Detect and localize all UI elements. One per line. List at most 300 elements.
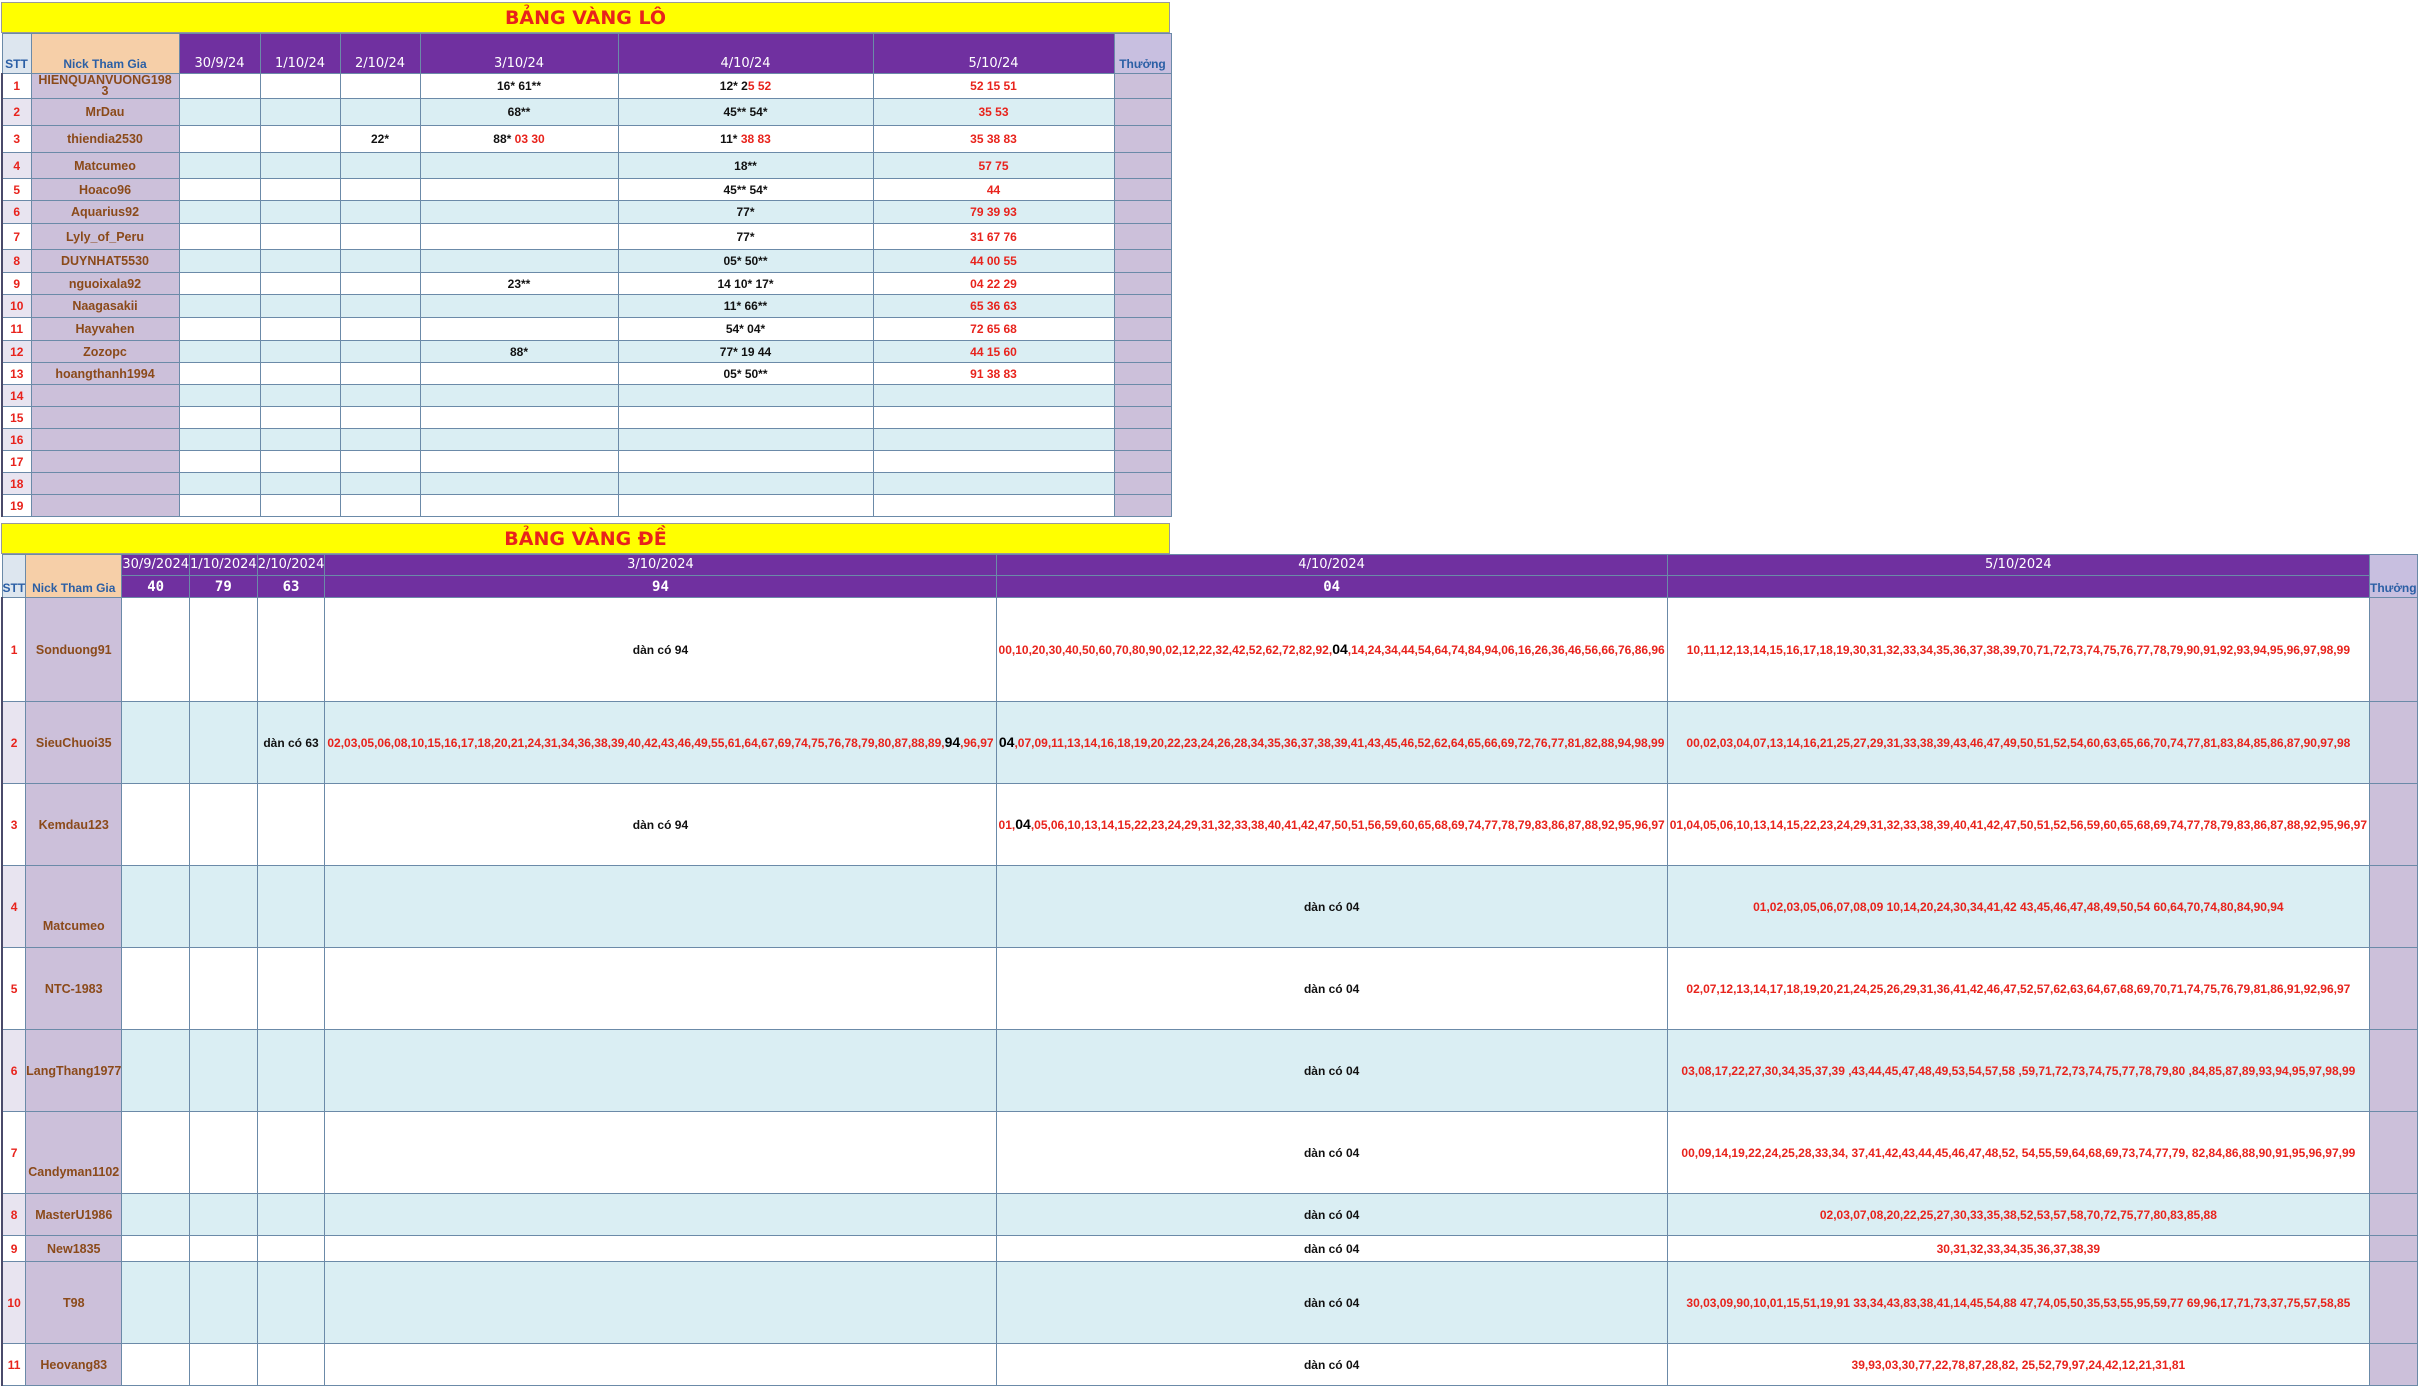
de-result: 40 [122,576,190,598]
lo-header-date: 30/9/24 [179,34,260,74]
de-cell [257,866,325,948]
lo-cell [420,451,618,473]
lo-pick-black: 05* 50** [723,254,768,268]
row-reward [1114,318,1171,341]
table-row [2,179,1171,201]
de-cell: 02,03,07,08,20,22,25,27,30,33,35,38,52,53,57,58,70,72,75,77,80,83,85,88 [1667,1194,2369,1236]
row-stt: 7 [2,224,31,250]
lo-cell [340,224,420,250]
row-stt: 9 [2,1236,26,1262]
de-cell [122,1194,190,1236]
de-cell: 02,07,12,13,14,17,18,19,20,21,24,25,26,29,31,36,41,42,46,47,52,57,62,63,64,67,68,69,70,71,74,75,76,79,81,86,91,92,96,97 [1667,948,2369,1030]
row-reward [1114,250,1171,273]
de-cell [190,1344,258,1386]
table-row [2,153,1171,179]
lo-cell: 91 38 83 [873,363,1114,385]
row-stt: 14 [2,385,31,407]
row-reward [2370,1112,2418,1194]
row-nick: Zozopc [31,341,179,363]
de-cell [257,598,325,702]
row-reward [2370,1262,2418,1344]
table-row [2,1194,2417,1236]
lo-cell [340,201,420,224]
lo-cell [340,318,420,341]
lo-cell: 35 38 83 [873,126,1114,153]
de-cell [190,1262,258,1344]
lo-cell [618,495,873,517]
row-stt: 15 [2,407,31,429]
row-nick: nguoixala92 [31,273,179,295]
row-reward [1114,224,1171,250]
row-stt: 18 [2,473,31,495]
row-nick: Heovang83 [26,1344,122,1386]
de-cell: dàn có 63 [257,702,325,784]
table-row [2,224,1171,250]
de-cell [996,702,1667,784]
row-stt: 17 [2,451,31,473]
lo-title-banner: BẢNG VÀNG LÔ [1,2,1170,33]
de-header-date: 4/10/2024 [996,555,1667,576]
table-row [2,1262,2417,1344]
lo-cell: 31 67 76 [873,224,1114,250]
lo-cell [260,250,340,273]
row-stt: 2 [2,702,26,784]
lo-cell [420,179,618,201]
de-hit-number: 04 [1332,641,1348,657]
lo-pick-black: 18** [734,158,757,173]
de-result-row [2,576,2417,598]
lo-cell [340,429,420,451]
table-row [2,702,2417,784]
table-row [2,407,1171,429]
table-row [2,598,2417,702]
table-row [2,99,1171,126]
row-nick [31,429,179,451]
lo-cell [618,295,873,318]
row-stt: 8 [2,250,31,273]
de-cell [325,1112,996,1194]
lo-cell [420,224,618,250]
de-cell [190,702,258,784]
table-row [2,341,1171,363]
lo-cell: 72 65 68 [873,318,1114,341]
de-cell: 39,93,03,30,77,22,78,87,28,82, 25,52,79,97,24,42,12,21,31,81 [1667,1344,2369,1386]
row-stt: 10 [2,295,31,318]
de-cell [325,1262,996,1344]
lo-cell [420,473,618,495]
row-nick: T98 [26,1262,122,1344]
lo-header-stt: STT [2,34,31,74]
lo-cell [340,363,420,385]
row-reward [2370,1344,2418,1386]
lo-cell [873,407,1114,429]
row-reward [1114,429,1171,451]
row-reward [1114,126,1171,153]
lo-cell [179,429,260,451]
lo-cell [179,126,260,153]
table-row [2,495,1171,517]
lo-cell [260,273,340,295]
table-row [2,250,1171,273]
lo-cell: 44 [873,179,1114,201]
nick-text: HIENQUANVUONG198 [38,73,172,87]
row-reward [1114,179,1171,201]
lo-header-reward: Thưởng [1114,34,1171,74]
de-cell [257,1262,325,1344]
table-row [2,385,1171,407]
lo-cell [420,201,618,224]
lo-cell [179,224,260,250]
row-reward [2370,598,2418,702]
de-cell [190,598,258,702]
row-stt: 1 [2,598,26,702]
row-stt: 10 [2,1262,26,1344]
lo-cell [340,99,420,126]
table-row [2,295,1171,318]
row-stt: 2 [2,99,31,126]
row-stt: 1 [2,74,31,99]
table-row [2,429,1171,451]
de-cell [257,1194,325,1236]
de-cell [325,702,996,784]
lo-cell [420,153,618,179]
table-row [2,1030,2417,1112]
lo-header-date: 3/10/24 [420,34,618,74]
row-reward [1114,495,1171,517]
row-stt: 9 [2,273,31,295]
lo-cell [420,385,618,407]
lo-cell [420,126,618,153]
de-cell [325,1030,996,1112]
row-stt: 12 [2,341,31,363]
de-cell [122,1112,190,1194]
lo-cell: 88* [420,341,618,363]
row-nick: Matcumeo [31,153,179,179]
row-stt: 19 [2,495,31,517]
lo-cell [873,429,1114,451]
lo-header-date: 5/10/24 [873,34,1114,74]
de-result: 79 [190,576,258,598]
lo-header-date: 1/10/24 [260,34,340,74]
row-reward [1114,407,1171,429]
lo-cell [340,473,420,495]
row-reward [1114,74,1171,99]
lo-cell: 23** [420,273,618,295]
lo-cell [618,126,873,153]
de-header-row [2,555,2417,576]
row-stt: 8 [2,1194,26,1236]
lo-cell [420,318,618,341]
row-nick: hoangthanh1994 [31,363,179,385]
lo-cell [179,250,260,273]
de-cell: dàn có 04 [996,948,1667,1030]
lo-cell [618,429,873,451]
lo-cell [340,179,420,201]
row-stt: 7 [2,1112,26,1194]
de-cell [190,1112,258,1194]
de-cell [257,1030,325,1112]
row-reward [1114,341,1171,363]
lo-cell: 22* [340,126,420,153]
de-result: 63 [257,576,325,598]
lo-header-row [2,34,1171,74]
lo-pick-black: 77* [736,229,755,244]
table-row [2,1344,2417,1386]
row-nick: Matcumeo [26,866,122,948]
table-row [2,126,1171,153]
de-cell [325,866,996,948]
de-result [1667,576,2369,598]
row-nick: MasterU1986 [26,1194,122,1236]
de-hit-number: 04 [998,734,1015,750]
row-nick: Hoaco96 [31,179,179,201]
row-stt: 3 [2,126,31,153]
de-cell [257,784,325,866]
lo-pick-black: 14 10* 17* [717,276,774,291]
de-title-banner: BẢNG VÀNG ĐỀ [1,523,1170,554]
lo-cell: 68** [420,99,618,126]
row-nick [31,407,179,429]
lo-cell [179,99,260,126]
row-nick: Naagasakii [31,295,179,318]
row-reward [1114,201,1171,224]
row-stt: 4 [2,866,26,948]
lo-cell [618,451,873,473]
de-cell [257,1236,325,1262]
de-cell [325,1344,996,1386]
table-row [2,1236,2417,1262]
lo-cell [179,201,260,224]
de-cell [122,784,190,866]
row-nick: Aquarius92 [31,201,179,224]
de-header-date: 5/10/2024 [1667,555,2369,576]
lo-cell [618,473,873,495]
de-cell [996,598,1667,702]
lo-cell [340,153,420,179]
lo-cell [260,295,340,318]
lo-table [1,33,1172,517]
lo-cell [420,295,618,318]
lo-cell [618,201,873,224]
table-row [2,318,1171,341]
row-reward [2370,1030,2418,1112]
de-header-date: 30/9/2024 [122,555,190,576]
de-header-date: 1/10/2024 [190,555,258,576]
de-cell [257,948,325,1030]
table-row [2,201,1171,224]
table-row [2,473,1171,495]
lo-cell [179,273,260,295]
lo-cell [179,363,260,385]
row-reward [2370,1194,2418,1236]
de-numbers: 00,10,20,30,40,50,60,70,80,90,02,12,22,32,42,52,62,72,82,92, [998,643,1333,657]
row-stt: 13 [2,363,31,385]
nick-overflow-text: 3 [101,84,109,98]
de-cell [190,1030,258,1112]
lo-header-nick: Nick Tham Gia [31,34,179,74]
lo-cell [420,407,618,429]
row-reward [2370,784,2418,866]
row-reward [2370,866,2418,948]
lo-cell: 57 75 [873,153,1114,179]
lo-cell [618,250,873,273]
lo-cell [179,385,260,407]
lo-pick-black: 45** 54* [723,182,768,197]
row-nick: New1835 [26,1236,122,1262]
row-reward [2370,948,2418,1030]
de-cell: 00,09,14,19,22,24,25,28,33,34, 37,41,42,43,44,45,46,47,48,52, 54,55,59,64,68,69,73,74,77,79, 82,84,86,88,90,91,95,96,97,99 [1667,1112,2369,1194]
row-reward [1114,295,1171,318]
lo-cell [260,473,340,495]
de-numbers: ,96,97 [960,736,994,750]
row-stt: 5 [2,179,31,201]
lo-cell [340,407,420,429]
lo-cell [340,341,420,363]
lo-cell [340,385,420,407]
lo-cell [260,385,340,407]
lo-cell: 16* 61** [420,74,618,99]
lo-pick-black: 11* [720,132,738,146]
lo-cell [179,74,260,99]
row-nick: Hayvahen [31,318,179,341]
lo-cell [873,385,1114,407]
de-numbers: 02,03,05,06,08,10,15,16,17,18,20,21,24,31,34,36,38,39,40,42,43,46,49,55,61,64,67,69,74,75,76,78,79,80,87,88,89, [327,736,945,750]
lo-cell [618,74,873,99]
de-cell [122,598,190,702]
lo-cell [260,179,340,201]
de-cell: dàn có 04 [996,1112,1667,1194]
de-cell [325,1194,996,1236]
lo-cell [260,495,340,517]
lo-cell: 04 22 29 [873,273,1114,295]
lo-cell: 79 39 93 [873,201,1114,224]
row-stt: 5 [2,948,26,1030]
de-header-nick: Nick Tham Gia [26,555,122,598]
row-nick: LangThang1977 [26,1030,122,1112]
lo-cell: 35 53 [873,99,1114,126]
lo-cell [260,153,340,179]
lo-cell [260,407,340,429]
row-stt: 3 [2,784,26,866]
lo-cell [260,318,340,341]
row-nick: Kemdau123 [26,784,122,866]
table-row [2,784,2417,866]
table-row [2,451,1171,473]
lo-cell [179,179,260,201]
de-cell [122,702,190,784]
de-cell [122,1262,190,1344]
lo-cell [179,473,260,495]
lo-cell [260,126,340,153]
lo-cell [179,153,260,179]
de-cell [190,1236,258,1262]
de-cell: 01,04,05,06,10,13,14,15,22,23,24,29,31,32,33,38,39,40,41,42,47,50,51,52,56,59,60,65,68,69,74,77,78,79,83,86,87,88,92,95,96,97 [1667,784,2369,866]
lo-cell [420,250,618,273]
lo-cell [179,451,260,473]
de-cell: 30,31,32,33,34,35,36,37,38,39 [1667,1236,2369,1262]
de-cell [257,1112,325,1194]
de-cell [257,1344,325,1386]
lo-cell: 44 15 60 [873,341,1114,363]
lo-cell [340,250,420,273]
lo-pick-black: 54* 04* [725,322,766,336]
row-reward [1114,363,1171,385]
lo-cell [340,495,420,517]
row-reward [1114,153,1171,179]
row-reward [1114,473,1171,495]
lo-cell: 44 00 55 [873,250,1114,273]
de-cell [325,1236,996,1262]
lo-cell [618,153,873,179]
de-table [1,554,2418,1386]
lo-pick-black: 05* 50** [723,366,768,381]
lo-cell [260,99,340,126]
de-cell: 00,02,03,04,07,13,14,16,21,25,27,29,31,33,38,39,43,46,47,49,50,51,52,54,60,63,65,66,70,74,77,81,83,84,85,86,87,90,97,98 [1667,702,2369,784]
lo-cell [618,318,873,341]
row-nick [31,451,179,473]
de-cell [122,1344,190,1386]
de-cell [122,1030,190,1112]
de-hit-number: 04 [1015,816,1031,832]
de-cell [122,866,190,948]
de-cell: dàn có 94 [325,598,996,702]
lo-cell [260,429,340,451]
de-header-date: 2/10/2024 [257,555,325,576]
de-numbers: ,07,09,11,13,14,16,18,19,20,22,23,24,26,28,34,35,36,37,38,39,41,43,45,46,52,62,64,65,66,69,72,76,77,81,82,88,94,98,99 [1014,736,1665,750]
row-reward [1114,273,1171,295]
table-row [2,948,2417,1030]
lo-cell [340,273,420,295]
lo-pick-black: 12* 2 [719,79,748,93]
lo-cell [420,429,618,451]
lo-pick-black: 11* 66** [723,299,768,313]
de-cell [190,948,258,1030]
lo-cell [618,341,873,363]
row-nick [31,385,179,407]
lo-cell [260,74,340,99]
de-cell [996,784,1667,866]
lo-cell [618,99,873,126]
de-header-date: 3/10/2024 [325,555,996,576]
lo-cell: 52 15 51 [873,74,1114,99]
row-stt: 6 [2,201,31,224]
lo-pick-black: 45** 54* [723,105,768,119]
de-cell [122,948,190,1030]
lo-pick-red: 03 30 [511,132,545,146]
de-numbers: 01, [998,818,1016,832]
de-header-stt: STT [2,555,26,598]
row-reward [1114,451,1171,473]
de-cell: dàn có 04 [996,1344,1667,1386]
lo-pick-black: 77* [736,205,755,219]
row-nick: thiendia2530 [31,126,179,153]
lo-cell [618,385,873,407]
lo-cell [260,451,340,473]
de-cell: 30,03,09,90,10,01,15,51,19,91 33,34,43,83,38,41,14,45,54,88 47,74,05,50,35,53,55,95,59,77 69,96,17,71,73,37,75,57,58,85 [1667,1262,2369,1344]
lo-cell [618,179,873,201]
table-row [2,273,1171,295]
lo-header-date: 2/10/24 [340,34,420,74]
row-nick: Lyly_of_Peru [31,224,179,250]
lo-cell [260,363,340,385]
lo-cell [873,495,1114,517]
de-cell: 03,08,17,22,27,30,34,35,37,39 ,43,44,45,47,48,49,53,54,57,58 ,59,71,72,73,74,75,77,78,79,80 ,84,85,87,89,93,94,95,97,98,99 [1667,1030,2369,1112]
lo-cell [873,451,1114,473]
lo-cell [260,201,340,224]
lo-cell: 65 36 63 [873,295,1114,318]
lo-cell [179,318,260,341]
de-result: 04 [996,576,1667,598]
